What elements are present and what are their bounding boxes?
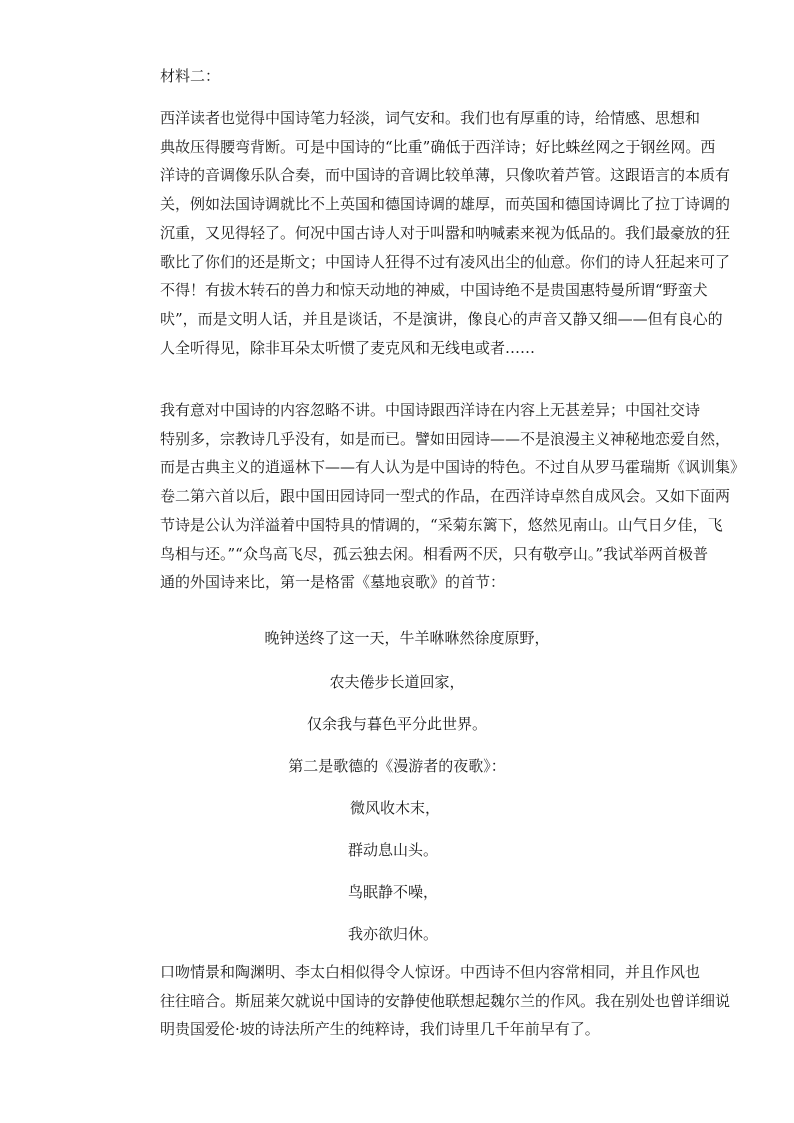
paragraph-line: 我有意对中国诗的内容忽略不讲。中国诗跟西洋诗在内容上无甚差异；中国社交诗 [160, 401, 701, 419]
verse-line: 晚钟送终了这一天，牛羊咻咻然徐度原野， [264, 629, 550, 647]
paragraph-line: 洋诗的音调像乐队合奏，而中国诗的音调比较单薄，只像吹着芦管。这跟语言的本质有 [160, 166, 731, 185]
verse-intro-line: 第二是歌德的《漫游者的夜歌》： [288, 757, 506, 775]
verse-line: 微风收木末， [349, 799, 440, 817]
paragraph-2 [160, 396, 746, 597]
verse-line: 仅余我与暮色平分此世界。 [306, 715, 487, 733]
paragraph-line: 典故压得腰弯背断。可是中国诗的“比重”确低于西洋诗；好比蛛丝网之于钢丝网。西 [160, 137, 716, 156]
paragraph-line: 关，例如法国诗调就比不上英国和德国诗调的雄厚，而英国和德国诗调比了拉丁诗调的 [160, 195, 731, 214]
paragraph-line: 特别多，宗教诗几乎没有，如是而已。譬如田园诗——不是浪漫主义神秘地恋爱自然， [160, 429, 731, 448]
paragraph-line: 口吻情景和陶渊明、李太白相似得令人惊讶。中西诗不但内容常相同，并且作风也 [160, 963, 701, 981]
section-heading: 材料二： [160, 67, 221, 85]
paragraph-line: 西洋读者也觉得中国诗笔力轻淡，词气安和。我们也有厚重的诗，给情感、思想和 [160, 109, 701, 127]
paragraph-line: 沉重，又见得轻了。何况中国古诗人对于叫嚣和呐喊素来视为低品的。我们最豪放的狂 [160, 223, 731, 242]
paragraph-line: 明贵国爱伦·坡的诗法所产生的纯粹诗，我们诗里几千年前早有了。 [160, 1020, 600, 1039]
paragraph-line: 歌比了你们的还是斯文；中国诗人狂得不过有凌风出尘的仙意。你们的诗人狂起来可了 [160, 252, 731, 271]
paragraph-line: 往往暗合。斯屈莱欠就说中国诗的安静使他联想起魏尔兰的作风。我在别处也曾详细说 [160, 991, 731, 1010]
paragraph-line: 吠”，而是文明人话，并且是谈话，不是演讲，像良心的声音又静又细——但有良心的 [160, 309, 723, 328]
paragraph-line: 通的外国诗来比，第一是格雷《墓地哀歌》的首节： [160, 573, 506, 592]
paragraph-line: 卷二第六首以后，跟中国田园诗同一型式的作品，在西洋诗卓然自成风会。又如下面两 [160, 487, 731, 506]
verse-line: 我亦欲归休。 [347, 925, 438, 943]
paragraph-1 [160, 104, 731, 362]
paragraph-3 [160, 958, 731, 1044]
paragraph-line: 而是古典主义的逍遥林下——有人认为是中国诗的特色。不过自从罗马霍瑞斯《讽训集》 [160, 458, 746, 477]
paragraph-line: 节诗是公认为洋溢着中国特具的情调的，“采菊东篱下，悠然见南山。山气日夕佳，飞 [160, 515, 723, 534]
verse-line: 群动息山头。 [347, 841, 438, 859]
paragraph-line: 鸟相与还。”“众鸟高飞尽，孤云独去闲。相看两不厌，只有敬亭山。”我试举两首极普 [160, 544, 709, 563]
paragraph-line: 不得！有拔木转石的兽力和惊天动地的神威，中国诗绝不是贵国惠特曼所谓“野蛮犬 [160, 281, 708, 300]
verse-line: 鸟眠静不噪， [347, 883, 438, 901]
verse-line: 农夫倦步长道回家， [329, 673, 465, 691]
paragraph-line: 人全听得见，除非耳朵太听惯了麦克风和无线电或者…… [160, 338, 536, 357]
